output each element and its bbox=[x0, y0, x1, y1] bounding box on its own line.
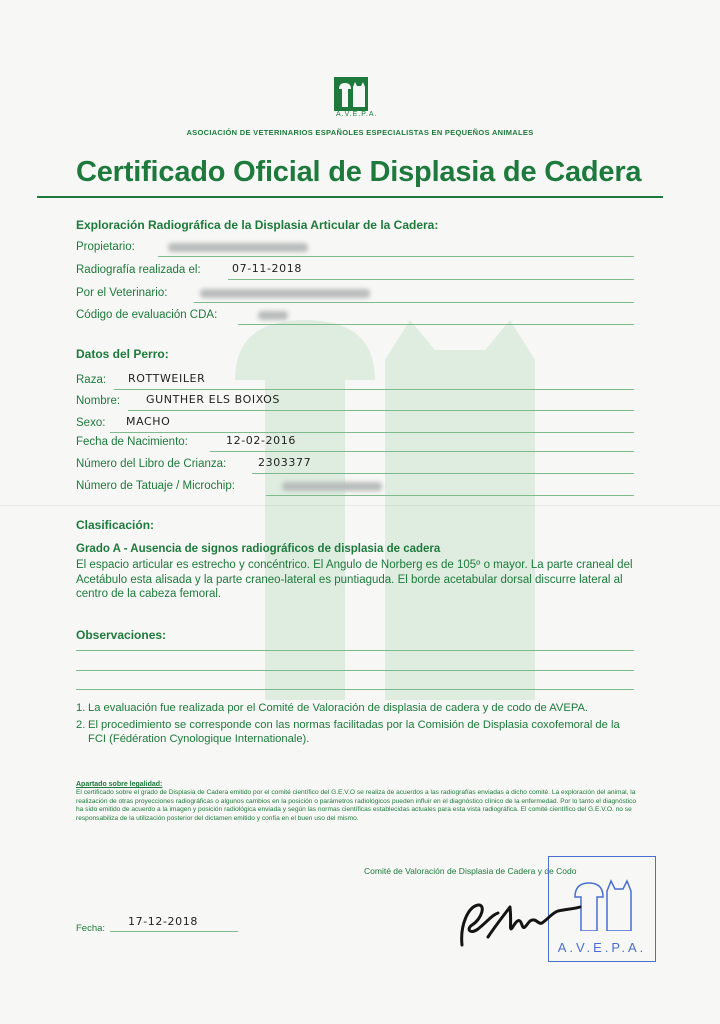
owner-redacted bbox=[168, 243, 308, 252]
name-label: Nombre: bbox=[76, 395, 121, 407]
vet-redacted bbox=[200, 289, 370, 298]
legal-text: El certificado sobre el grado de Displasia de Cadera emitido por el comité científico del G.E.V.O se realiza de acuerdos a las radiografías enviadas a dicho comité. La exploración del animal, la realización de otras proyecciones radiográficas o algunos cambios en la posición o parámetros radiológicos pueden influir en el diagnóstico clínico de la enfermedad. Por lo tanto el diagnóstico ha sido emitido de acuerdo a la imagen y posición radiológica enviada y según las normas científicas establecidas actuales para esta vista radiográfica. El comité científico del G.E.V.O. no se responsabiliza de la utilización posterior del dictamen emitido y confía en el buen uso del mismo. bbox=[76, 789, 637, 822]
observations-line-1 bbox=[76, 650, 634, 651]
birth-value: 12-02-2016 bbox=[226, 434, 296, 447]
logo-label: A.V.E.P.A. bbox=[336, 111, 378, 118]
chip-row bbox=[76, 480, 634, 498]
book-label: Número del Libro de Crianza: bbox=[76, 458, 227, 470]
date-value: 17-12-2018 bbox=[128, 915, 198, 928]
legal-title: Apartado sobre legalidad: bbox=[76, 781, 163, 788]
note-item bbox=[76, 701, 636, 716]
date-label: Fecha: bbox=[76, 923, 106, 934]
date-line bbox=[110, 931, 238, 932]
breed-value: ROTTWEILER bbox=[128, 372, 206, 385]
chip-label: Número de Tatuaje / Microchip: bbox=[76, 480, 235, 492]
radiograph-line bbox=[228, 279, 634, 280]
radiograph-label: Radiografía realizada el: bbox=[76, 264, 201, 276]
chip-redacted bbox=[282, 482, 382, 491]
birth-label: Fecha de Nacimiento: bbox=[76, 436, 188, 448]
note-text: El procedimiento se corresponde con las normas facilitadas por la Comisión de Displasia coxofemoral de la FCI (Fédération Cynologique Internationale). bbox=[88, 718, 620, 745]
sex-line bbox=[110, 432, 634, 433]
birth-row bbox=[76, 436, 634, 454]
observations-line-3 bbox=[76, 689, 634, 690]
title-divider bbox=[37, 196, 663, 198]
association-name: ASOCIACIÓN DE VETERINARIOS ESPAÑOLES ESPECIALISTAS EN PEQUEÑOS ANIMALES bbox=[186, 128, 534, 137]
note-number: 2. bbox=[76, 718, 86, 731]
name-value: GUNTHER ELS BOIXOS bbox=[146, 393, 280, 406]
note-number: 1. bbox=[76, 702, 86, 714]
notes-list bbox=[76, 701, 636, 747]
signature-icon bbox=[448, 885, 588, 955]
dog-heading: Datos del Perro: bbox=[76, 347, 169, 361]
sex-row bbox=[76, 417, 634, 435]
breed-line bbox=[114, 389, 634, 390]
birth-line bbox=[210, 451, 634, 452]
observations-line-2 bbox=[76, 670, 634, 671]
exploration-heading: Exploración Radiográfica de la Displasia Articular de la Cadera: bbox=[76, 218, 439, 232]
owner-row bbox=[76, 241, 634, 259]
book-row bbox=[76, 458, 634, 476]
book-value: 2303377 bbox=[258, 456, 312, 469]
vet-line bbox=[194, 302, 634, 303]
classification-heading: Clasificación: bbox=[76, 518, 155, 532]
classification-grade: Grado A - Ausencia de signos radiográficos de displasia de cadera bbox=[76, 543, 441, 555]
cda-redacted bbox=[258, 311, 288, 320]
radiograph-row bbox=[76, 264, 634, 282]
stamp-text: A.V.E.P.A. bbox=[557, 940, 647, 955]
breed-row bbox=[76, 374, 634, 392]
breed-label: Raza: bbox=[76, 374, 107, 386]
radiograph-date: 07-11-2018 bbox=[232, 262, 302, 275]
name-row bbox=[76, 395, 634, 413]
classification-description: El espacio articular es estrecho y concéntrico. El Angulo de Norberg es de 105º o mayor. La parte craneal del Acetábulo esta alisada y la parte craneo-lateral es puntiaguda. El borde acetabular dorsal discurre lateral al centro de la cabeza femoral. bbox=[76, 559, 633, 600]
book-line bbox=[252, 473, 634, 474]
observations-heading: Observaciones: bbox=[76, 628, 167, 642]
cda-row bbox=[76, 309, 634, 327]
cda-line bbox=[238, 324, 634, 325]
sex-label: Sexo: bbox=[76, 417, 106, 429]
sex-value: MACHO bbox=[126, 415, 171, 428]
avepa-logo-icon bbox=[334, 77, 368, 111]
chip-line bbox=[266, 495, 634, 496]
page-title: Certificado Oficial de Displasia de Cadera bbox=[76, 156, 642, 188]
note-item bbox=[76, 718, 636, 747]
owner-label: Propietario: bbox=[76, 241, 135, 253]
cda-label: Código de evaluación CDA: bbox=[76, 309, 218, 321]
name-line bbox=[128, 410, 634, 411]
vet-row bbox=[76, 287, 634, 305]
owner-line bbox=[158, 256, 634, 257]
vet-label: Por el Veterinario: bbox=[76, 287, 168, 299]
note-text: La evaluación fue realizada por el Comité de Valoración de displasia de cadera y de codo de AVEPA. bbox=[88, 702, 589, 714]
committee-name: Comité de Valoración de Displasia de Cadera y de Codo bbox=[364, 866, 577, 876]
